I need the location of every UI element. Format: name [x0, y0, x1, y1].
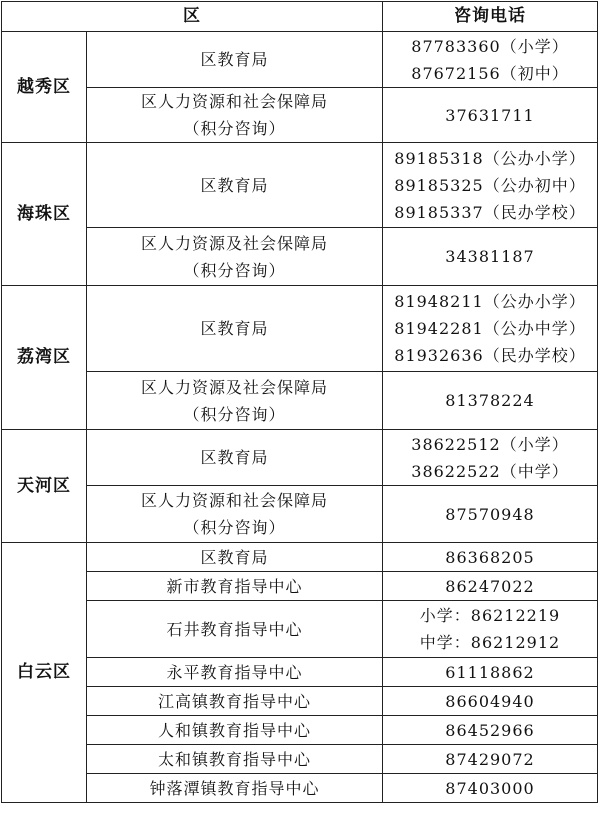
header-district: 区	[2, 2, 383, 32]
phone-number: 86604940	[445, 691, 535, 711]
office-name: （积分咨询）	[183, 518, 286, 537]
office-name: 区人力资源和社会保障局	[140, 92, 328, 111]
table-header-row	[2, 2, 598, 32]
office-cell	[87, 372, 383, 430]
phone-number: 87403000	[445, 778, 535, 798]
district-name: 海珠区	[2, 143, 87, 286]
table-row	[2, 286, 598, 372]
office-name: 人和镇教育指导中心	[157, 720, 311, 740]
phone-cell	[383, 286, 598, 372]
table-row	[2, 88, 598, 143]
phone-cell	[383, 687, 598, 716]
district-name: 天河区	[2, 430, 87, 543]
office-name: （积分咨询）	[183, 260, 286, 280]
office-cell	[87, 143, 383, 228]
phone-number: 81942281（公办中学）	[394, 319, 586, 338]
phone-number: 87429072	[445, 749, 535, 769]
office-cell	[87, 687, 383, 716]
phone-number: 81378224	[445, 391, 535, 410]
office-cell	[87, 601, 383, 658]
table-row	[2, 32, 598, 88]
office-name: 区教育局	[200, 319, 269, 338]
office-name: 太和镇教育指导中心	[157, 749, 311, 769]
phone-number: 89185318（公办小学）	[394, 148, 586, 168]
phone-cell	[383, 32, 598, 88]
phone-cell	[383, 543, 598, 572]
office-cell	[87, 543, 383, 572]
table-row	[2, 745, 598, 774]
phone-number: 81932636（民办学校）	[394, 346, 586, 365]
phone-number: 86247022	[445, 576, 535, 596]
phone-cell	[383, 601, 598, 658]
office-cell	[87, 658, 383, 687]
phone-number: 89185325（公办初中）	[394, 175, 586, 195]
phone-number: 37631711	[445, 105, 535, 125]
phone-number: 86368205	[445, 547, 535, 567]
phone-cell	[383, 143, 598, 228]
phone-cell	[383, 658, 598, 687]
table-row	[2, 658, 598, 687]
table-row	[2, 774, 598, 803]
phone-number: 87672156（初中）	[411, 63, 569, 83]
table-row	[2, 228, 598, 286]
office-name: 永平教育指导中心	[166, 662, 303, 682]
office-name: （积分咨询）	[183, 404, 286, 424]
office-name: 区教育局	[200, 175, 269, 195]
office-cell	[87, 286, 383, 372]
office-name: 区人力资源及社会保障局	[140, 233, 328, 253]
office-name: 钟落潭镇教育指导中心	[149, 778, 320, 798]
office-cell	[87, 774, 383, 803]
table-row	[2, 601, 598, 658]
phone-number: 38622512（小学）	[411, 434, 569, 454]
phone-number: 38622522（中学）	[411, 461, 569, 481]
table-body	[2, 32, 598, 803]
table-row	[2, 143, 598, 228]
office-name: 新市教育指导中心	[166, 576, 303, 596]
phone-cell	[383, 716, 598, 745]
phone-cell	[383, 774, 598, 803]
phone-number: 87570948	[445, 504, 535, 524]
phone-cell	[383, 228, 598, 286]
header-phone: 咨询电话	[383, 2, 598, 32]
office-cell	[87, 430, 383, 486]
office-name: 区教育局	[200, 448, 269, 467]
district-name: 白云区	[2, 543, 87, 803]
phone-number: 小学：86212219	[419, 606, 561, 625]
office-cell	[87, 572, 383, 601]
table-row	[2, 716, 598, 745]
phone-number: 86452966	[445, 720, 535, 740]
office-name: 区人力资源及社会保障局	[140, 377, 328, 397]
table-row	[2, 486, 598, 543]
phone-cell	[383, 430, 598, 486]
contact-table	[1, 1, 598, 803]
office-name: 区教育局	[200, 547, 269, 567]
phone-cell	[383, 486, 598, 543]
phone-number: 81948211（公办小学）	[394, 292, 586, 311]
office-cell	[87, 32, 383, 88]
office-cell	[87, 745, 383, 774]
phone-cell	[383, 745, 598, 774]
phone-number: 中学：86212912	[419, 633, 561, 652]
phone-number: 61118862	[445, 662, 535, 682]
district-name: 荔湾区	[2, 286, 87, 430]
table-row	[2, 572, 598, 601]
phone-cell	[383, 572, 598, 601]
table-row	[2, 543, 598, 572]
district-name: 越秀区	[2, 32, 87, 143]
phone-cell	[383, 372, 598, 430]
phone-number: 89185337（民办学校）	[394, 202, 586, 222]
phone-number: 87783360（小学）	[411, 36, 569, 56]
phone-cell	[383, 88, 598, 143]
table-row	[2, 430, 598, 486]
table-row	[2, 372, 598, 430]
office-cell	[87, 716, 383, 745]
table-row	[2, 687, 598, 716]
office-name: 江高镇教育指导中心	[157, 691, 311, 711]
office-name: 区人力资源和社会保障局	[140, 491, 328, 510]
office-name: （积分咨询）	[183, 119, 286, 138]
office-cell	[87, 88, 383, 143]
office-cell	[87, 228, 383, 286]
office-cell	[87, 486, 383, 543]
office-name: 石井教育指导中心	[166, 619, 303, 639]
office-name: 区教育局	[200, 50, 269, 69]
phone-number: 34381187	[445, 247, 535, 266]
